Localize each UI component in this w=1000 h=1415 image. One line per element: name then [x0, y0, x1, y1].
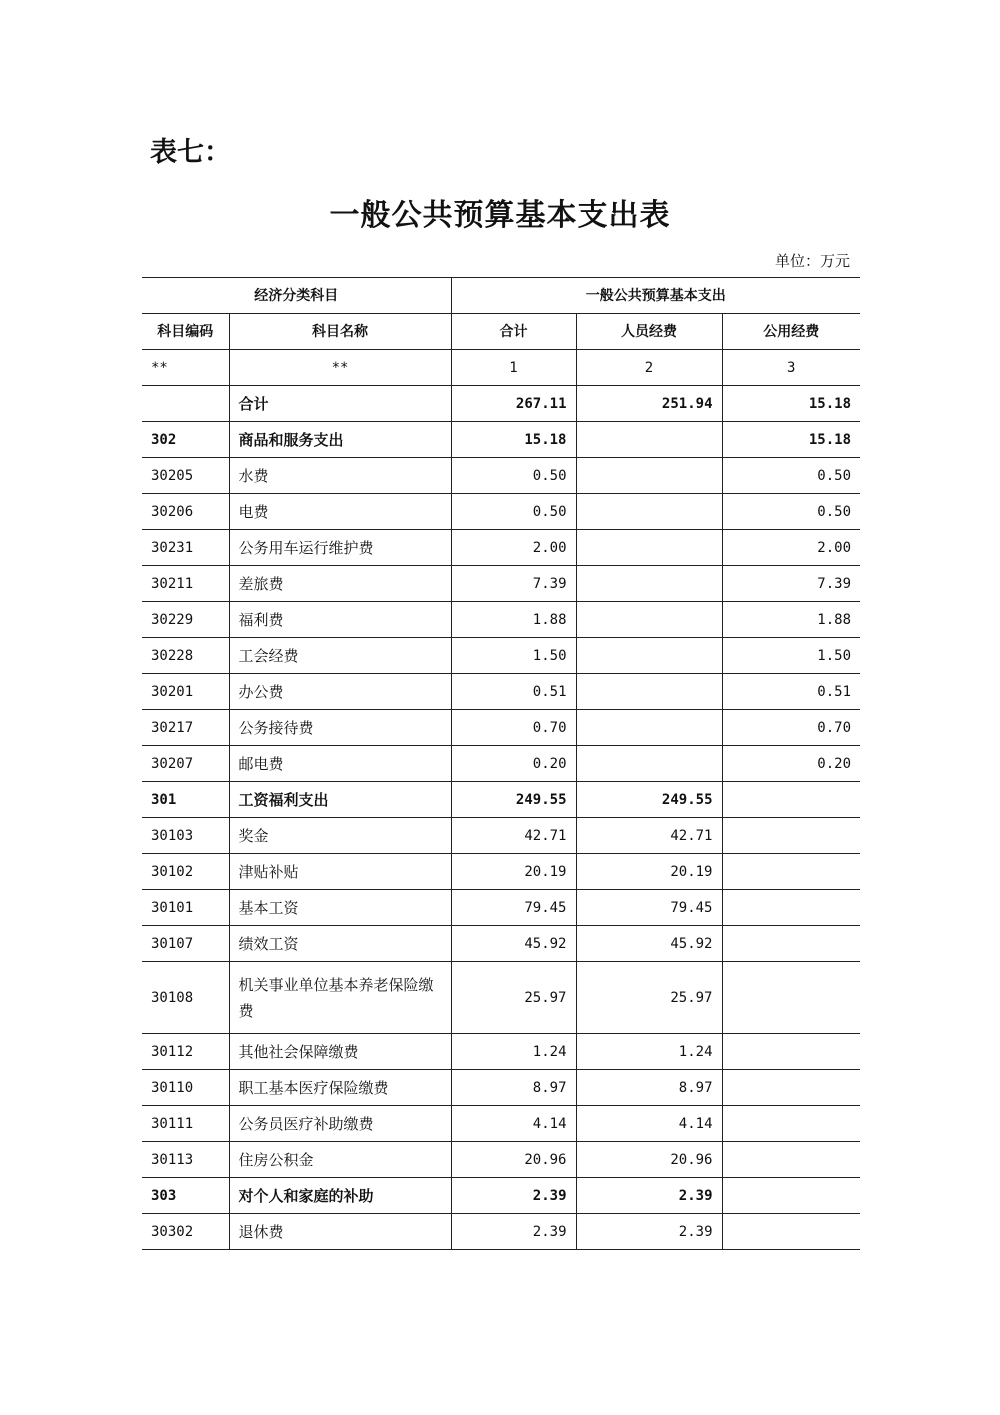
cell-code: 30205 — [142, 458, 229, 494]
cell-public: 0.20 — [722, 746, 860, 782]
cell-name: 机关事业单位基本养老保险缴费 — [229, 962, 451, 1034]
table-row — [142, 494, 860, 530]
table-row — [142, 818, 860, 854]
cell-personnel — [576, 710, 722, 746]
cell-public: 1.50 — [722, 638, 860, 674]
cell-name: 公务接待费 — [229, 710, 451, 746]
table-row — [142, 1178, 860, 1214]
cell-public: 2.00 — [722, 530, 860, 566]
page-title: 一般公共预算基本支出表 — [329, 198, 671, 233]
cell-total: 20.96 — [451, 1142, 576, 1178]
cell-personnel — [576, 602, 722, 638]
cell-name: 奖金 — [229, 818, 451, 854]
cell-personnel — [576, 494, 722, 530]
cell-name: 绩效工资 — [229, 926, 451, 962]
cell-personnel — [576, 674, 722, 710]
cell-total: 7.39 — [451, 566, 576, 602]
index-row — [142, 350, 860, 386]
cell-total: 25.97 — [451, 962, 576, 1034]
cell-code: 30211 — [142, 566, 229, 602]
cell-public: 1.88 — [722, 602, 860, 638]
cell-total: 0.20 — [451, 746, 576, 782]
cell-personnel: 1.24 — [576, 1034, 722, 1070]
cell-total: 2.39 — [451, 1178, 576, 1214]
table-label: 表七： — [150, 137, 231, 168]
cell-personnel — [576, 530, 722, 566]
cell-total: 1.88 — [451, 602, 576, 638]
group-header-economic: 经济分类科目 — [142, 278, 451, 314]
cell-total: 4.14 — [451, 1106, 576, 1142]
column-header-total: 合计 — [451, 314, 576, 350]
cell-public: 0.51 — [722, 674, 860, 710]
column-header-public: 公用经费 — [722, 314, 860, 350]
cell-total: 1.24 — [451, 1034, 576, 1070]
table-row — [142, 674, 860, 710]
cell-code: 30228 — [142, 638, 229, 674]
cell-name: 公务员医疗补助缴费 — [229, 1106, 451, 1142]
cell-total: 0.70 — [451, 710, 576, 746]
cell-code: 30217 — [142, 710, 229, 746]
index-cell: 3 — [722, 350, 860, 386]
table-row — [142, 1070, 860, 1106]
cell-name: 邮电费 — [229, 746, 451, 782]
table-row — [142, 602, 860, 638]
table-row — [142, 710, 860, 746]
table-row — [142, 962, 860, 1034]
cell-total: 2.39 — [451, 1214, 576, 1250]
cell-public — [722, 782, 860, 818]
cell-code: 30111 — [142, 1106, 229, 1142]
cell-public — [722, 818, 860, 854]
cell-public: 0.50 — [722, 458, 860, 494]
cell-name: 职工基本医疗保险缴费 — [229, 1070, 451, 1106]
cell-personnel: 249.55 — [576, 782, 722, 818]
cell-public — [722, 1214, 860, 1250]
table-row — [142, 1034, 860, 1070]
index-cell: 1 — [451, 350, 576, 386]
cell-total: 0.50 — [451, 458, 576, 494]
budget-table — [142, 277, 860, 1250]
cell-personnel: 2.39 — [576, 1214, 722, 1250]
table-row — [142, 422, 860, 458]
table-row — [142, 782, 860, 818]
cell-total: 20.19 — [451, 854, 576, 890]
table-row — [142, 1142, 860, 1178]
cell-personnel: 8.97 — [576, 1070, 722, 1106]
cell-public — [722, 1034, 860, 1070]
cell-total: 79.45 — [451, 890, 576, 926]
cell-code: 30206 — [142, 494, 229, 530]
cell-total: 1.50 — [451, 638, 576, 674]
cell-name: 办公费 — [229, 674, 451, 710]
table-row — [142, 566, 860, 602]
cell-public: 15.18 — [722, 422, 860, 458]
cell-personnel: 4.14 — [576, 1106, 722, 1142]
cell-public — [722, 1142, 860, 1178]
cell-name: 其他社会保障缴费 — [229, 1034, 451, 1070]
cell-code: 30231 — [142, 530, 229, 566]
cell-code: 30108 — [142, 962, 229, 1034]
cell-code: 302 — [142, 422, 229, 458]
cell-name: 电费 — [229, 494, 451, 530]
cell-personnel: 79.45 — [576, 890, 722, 926]
cell-name: 公务用车运行维护费 — [229, 530, 451, 566]
cell-code: 301 — [142, 782, 229, 818]
table-row — [142, 530, 860, 566]
cell-personnel: 20.96 — [576, 1142, 722, 1178]
column-header-row — [142, 314, 860, 350]
cell-total: 0.50 — [451, 494, 576, 530]
table-row — [142, 638, 860, 674]
cell-total: 0.51 — [451, 674, 576, 710]
cell-code: 30101 — [142, 890, 229, 926]
table-row — [142, 746, 860, 782]
table-row — [142, 458, 860, 494]
cell-public — [722, 1178, 860, 1214]
table-row — [142, 1214, 860, 1250]
cell-personnel — [576, 422, 722, 458]
cell-public: 15.18 — [722, 386, 860, 422]
cell-total: 45.92 — [451, 926, 576, 962]
cell-public — [722, 854, 860, 890]
cell-name: 退休费 — [229, 1214, 451, 1250]
cell-personnel: 45.92 — [576, 926, 722, 962]
table-row — [142, 890, 860, 926]
cell-total: 42.71 — [451, 818, 576, 854]
cell-personnel — [576, 458, 722, 494]
cell-public: 0.70 — [722, 710, 860, 746]
cell-personnel: 2.39 — [576, 1178, 722, 1214]
cell-public — [722, 1106, 860, 1142]
cell-code: 30107 — [142, 926, 229, 962]
cell-code: 30207 — [142, 746, 229, 782]
index-cell: ** — [142, 350, 229, 386]
cell-name: 水费 — [229, 458, 451, 494]
cell-code: 30112 — [142, 1034, 229, 1070]
cell-code: 303 — [142, 1178, 229, 1214]
index-cell: ** — [229, 350, 451, 386]
column-header-name: 科目名称 — [229, 314, 451, 350]
cell-personnel: 251.94 — [576, 386, 722, 422]
cell-code: 30102 — [142, 854, 229, 890]
cell-public — [722, 890, 860, 926]
cell-code: 30229 — [142, 602, 229, 638]
table-row — [142, 386, 860, 422]
index-cell: 2 — [576, 350, 722, 386]
table-row — [142, 854, 860, 890]
cell-code: 30201 — [142, 674, 229, 710]
cell-code: 30103 — [142, 818, 229, 854]
cell-name: 对个人和家庭的补助 — [229, 1178, 451, 1214]
cell-public: 7.39 — [722, 566, 860, 602]
cell-name: 住房公积金 — [229, 1142, 451, 1178]
cell-name: 福利费 — [229, 602, 451, 638]
cell-code: 30110 — [142, 1070, 229, 1106]
cell-total: 267.11 — [451, 386, 576, 422]
cell-personnel — [576, 638, 722, 674]
cell-personnel: 20.19 — [576, 854, 722, 890]
cell-name: 津贴补贴 — [229, 854, 451, 890]
cell-name: 工资福利支出 — [229, 782, 451, 818]
column-header-code: 科目编码 — [142, 314, 229, 350]
cell-total: 8.97 — [451, 1070, 576, 1106]
cell-personnel — [576, 746, 722, 782]
cell-personnel: 42.71 — [576, 818, 722, 854]
cell-name: 商品和服务支出 — [229, 422, 451, 458]
cell-name: 合计 — [229, 386, 451, 422]
cell-code: 30302 — [142, 1214, 229, 1250]
column-header-personnel: 人员经费 — [576, 314, 722, 350]
cell-personnel: 25.97 — [576, 962, 722, 1034]
cell-name: 差旅费 — [229, 566, 451, 602]
cell-public: 0.50 — [722, 494, 860, 530]
cell-total: 249.55 — [451, 782, 576, 818]
cell-total: 2.00 — [451, 530, 576, 566]
cell-name: 工会经费 — [229, 638, 451, 674]
group-header-row — [142, 278, 860, 314]
group-header-budget: 一般公共预算基本支出 — [451, 278, 860, 314]
cell-public — [722, 1070, 860, 1106]
cell-code: 30113 — [142, 1142, 229, 1178]
table-row — [142, 926, 860, 962]
cell-name: 基本工资 — [229, 890, 451, 926]
cell-code — [142, 386, 229, 422]
cell-personnel — [576, 566, 722, 602]
table-row — [142, 1106, 860, 1142]
cell-total: 15.18 — [451, 422, 576, 458]
cell-public — [722, 926, 860, 962]
cell-public — [722, 962, 860, 1034]
unit-label: 单位：万元 — [774, 252, 850, 270]
